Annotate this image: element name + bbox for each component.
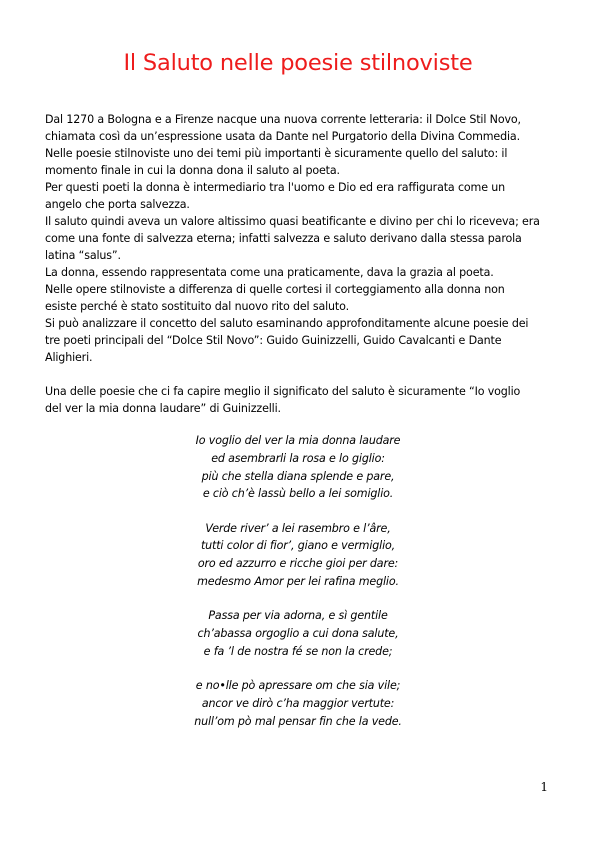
paragraph [45, 111, 555, 145]
text-line: tre poeti principali del “Dolce Stil Novo”: Guido Guinizzelli, Guido Cavalcanti e Dante [45, 334, 502, 347]
text-line: Si può analizzare il concetto del saluto esaminando approfonditamente alcune poesie dei [45, 317, 529, 330]
poem-verse: Passa per via adorna, e sì gentile [208, 609, 388, 623]
text-line: Nelle poesie stilnoviste uno dei temi più importanti è sicuramente quello del saluto: il [45, 147, 508, 160]
paragraph [45, 315, 555, 366]
poem-verse: e fa ’l de nostra fé se non la crede; [203, 644, 393, 658]
text-line: del ver la mia donna laudare” di Guinizzelli. [45, 402, 281, 415]
poem-verse: tutti color di fior’, giano e vermiglio, [200, 539, 396, 553]
text-line: Per questi poeti la donna è intermediario tra l'uomo e Dio ed era raffigurata come un [45, 181, 506, 194]
paragraph [45, 145, 555, 179]
paragraph [45, 213, 555, 264]
poem-verse: ancor ve dirò c’ha maggior vertute: [201, 697, 395, 711]
text-line: latina “salus”. [45, 249, 121, 262]
poem-verse: oro ed azzurro e ricche gioi per dare: [197, 557, 399, 571]
poem-verse: Verde river’ a lei rasembro e l’âre, [205, 521, 391, 535]
poem-verse: ed asembrarli la rosa e lo giglio: [211, 451, 385, 465]
poem-verse: medesmo Amor per lei rafina meglio. [197, 575, 399, 589]
text-line: Nelle opere stilnoviste a differenza di quelle cortesi il corteggiamento alla donna non [45, 283, 505, 296]
lead-in-paragraph [45, 383, 555, 417]
poem-verse: ch’abassa orgoglio a cui dona salute, [197, 627, 399, 641]
text-line: Alighieri. [45, 351, 93, 364]
poem-verse: più che stella diana splende e pare, [201, 469, 395, 483]
text-line: Una delle poesie che ci fa capire meglio il significato del saluto è sicuramente “Io voglio [45, 385, 521, 398]
poem-stanza [0, 677, 596, 730]
page-number: 1 [540, 780, 548, 794]
poem-verse: Io voglio del ver la mia donna laudare [195, 434, 401, 447]
article-body [45, 111, 555, 417]
text-line: esiste perché è stato sostituito dal nuovo rito del saluto. [45, 300, 349, 313]
poem-verse: e no•lle pò apressare om che sia vile; [195, 679, 401, 693]
poem-stanza [0, 520, 596, 591]
text-line: La donna, essendo rappresentata come una praticamente, dava la grazia al poeta. [45, 266, 494, 279]
text-line: Dal 1270 a Bologna e a Firenze nacque una nuova corrente letteraria: il Dolce Stil Novo, [45, 113, 521, 126]
poem-stanza [0, 432, 596, 503]
paragraph [45, 264, 555, 281]
paragraph [45, 281, 555, 315]
text-line: momento finale in cui la donna dona il saluto al poeta. [45, 164, 340, 177]
text-line: chiamata così da un’espressione usata da Dante nel Purgatorio della Divina Commedia. [45, 130, 520, 143]
poem-verse: null’om pò mal pensar fin che la vede. [194, 714, 402, 728]
poem [0, 432, 596, 747]
poem-stanza [0, 607, 596, 660]
text-line: angelo che porta salvezza. [45, 198, 190, 211]
paragraph [45, 179, 555, 213]
page-title: Il Saluto nelle poesie stilnoviste [123, 50, 473, 76]
text-line: come una fonte di salvezza eterna; infatti salvezza e saluto derivano dalla stessa parola [45, 232, 522, 245]
poem-verse: e ciò ch’è lassù bello a lei somiglio. [202, 487, 394, 501]
text-line: Il saluto quindi aveva un valore altissimo quasi beatificante e divino per chi lo riceveva; era [45, 215, 540, 228]
